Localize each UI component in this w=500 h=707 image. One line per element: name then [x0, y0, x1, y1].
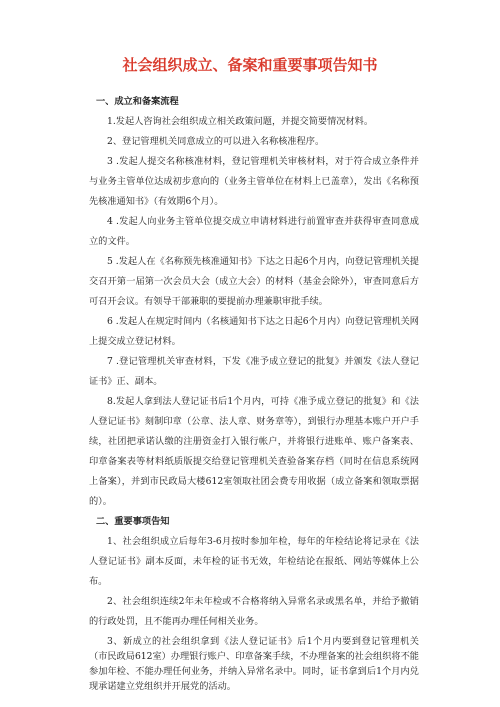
paragraph-2-3: 3、新成立的社会组织拿到《法人登记证书》后1个月内要到登记管理机关（市民政局612室）办理银行账户、印章备案手续，不办理备案的社会组织将不能参加年检、不能办理任何业务，并纳入异常名录中。同时，证书拿到后1个月内兑现承诺建立党组织并开展党的活动。 — [89, 636, 419, 692]
section-heading-process: 一、成立和备案流程 — [96, 96, 179, 107]
paragraph-1-5: 5 .发起人在《名称预先核准通知书》下达之日起6个月内，向登记管理机关提交召开第一届第一次会员大会（成立大会）的材料（基金会除外），审查同意后方可召开会议。有领导干部兼职的要提前办理兼职审批手续。 — [89, 256, 419, 307]
paragraph-1-4: 4 .发起人向业务主管单位提交成立申请材料进行前置审查并获得审查同意成立的文件。 — [89, 216, 419, 247]
section-heading-notices: 二、重要事项告知 — [96, 516, 170, 527]
paragraph-2-1: 1、社会组织成立后每年3-6月按时参加年检，每年的年检结论将记录在《法人登记证书》副本反面，未年检的证书无效，年检结论在报纸、网站等媒体上公布。 — [89, 536, 419, 587]
document-body — [89, 92, 419, 694]
paragraph-1-1: 1.发起人咨询社会组织成立相关政策问题，并提交简要情况材料。 — [107, 116, 374, 127]
paragraph-1-6: 6 .发起人在规定时间内（名核通知书下达之日起6个月内）向登记管理机关网上提交成立登记材料。 — [89, 316, 419, 347]
paragraph-1-8: 8.发起人拿到法人登记证书后1个月内，可持《准予成立登记的批复》和《法人登记证书》刻制印章（公章、法人章、财务章等），到银行办理基本账户开户手续，社团把承诺认缴的注册资金打入银行帐户，并将银行进账单、账户备案表、印章备案表等材料纸质版提交给登记管理机关查验备案存档（同时在信息系统网上备案），并到市民政局大楼612室领取社团会费专用收据（成立备案和领取票据的）。 — [89, 396, 419, 507]
paragraph-1-2: 2、登记管理机关同意成立的可以进入名称核准程序。 — [107, 136, 325, 147]
paragraph-1-3: 3 .发起人提交名称核准材料，登记管理机关审核材料，对于符合成立条件并与业务主管单位达成初步意向的（业务主管单位在材料上已盖章），发出《名称预先核准通知书》（有效期6个月）。 — [89, 156, 419, 207]
document-title: 社会组织成立、备案和重要事项告知书 — [122, 56, 378, 74]
paragraph-1-7: 7 .登记管理机关审查材料，下发《准予成立登记的批复》并颁发《法人登记证书》正、副本。 — [89, 356, 419, 387]
paragraph-2-2: 2、社会组织连续2年未年检或不合格将纳入异常名录或黑名单，并给予撤销的行政处罚，且不能再办理任何相关业务。 — [89, 596, 419, 627]
